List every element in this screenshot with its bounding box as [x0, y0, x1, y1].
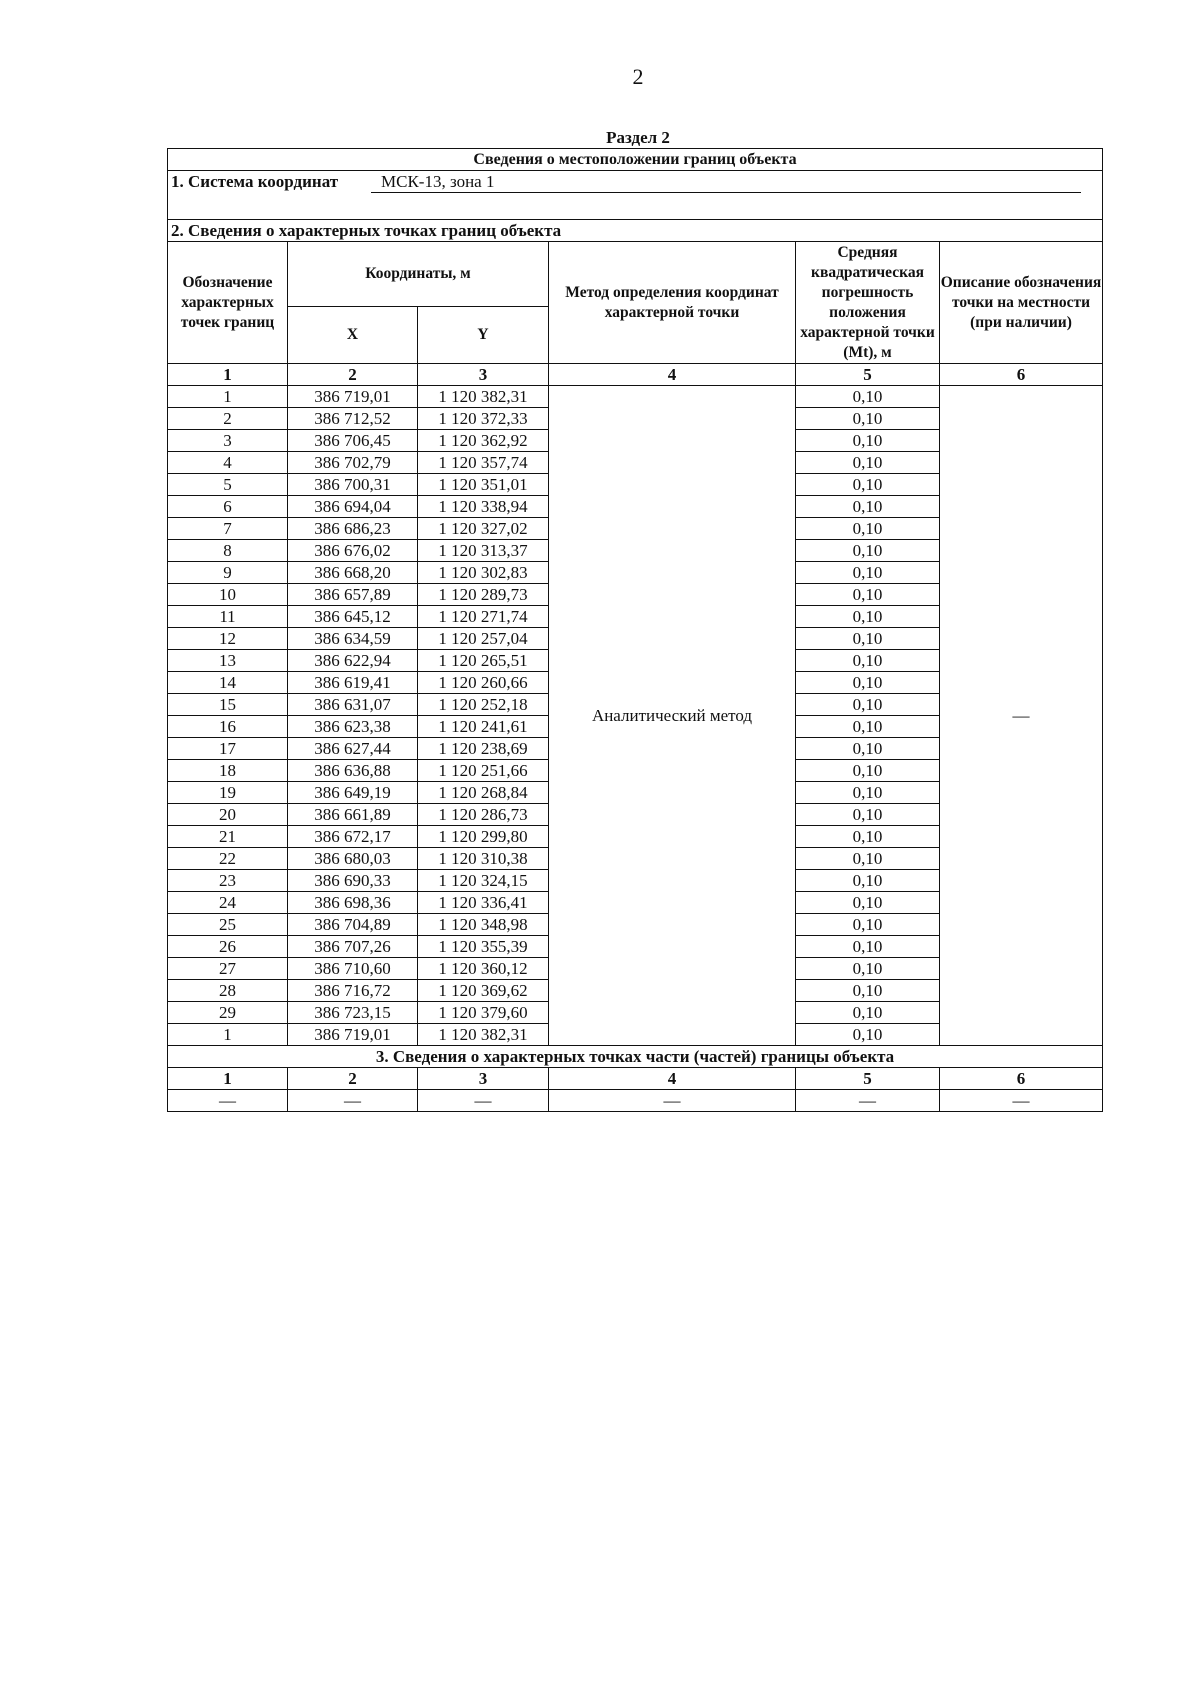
mt-value-cell: 0,10: [796, 452, 940, 474]
y-coordinate-cell: 1 120 268,84: [418, 782, 549, 804]
point-number-cell: 19: [168, 782, 288, 804]
page-number: 2: [632, 64, 644, 89]
subsection-2-title: 2. Сведения о характерных точках границ объекта: [168, 220, 1103, 242]
x-coordinate-cell: 386 716,72: [288, 980, 418, 1002]
mt-value-cell: 0,10: [796, 540, 940, 562]
x-coordinate-cell: 386 707,26: [288, 936, 418, 958]
y-coordinate-cell: 1 120 241,61: [418, 716, 549, 738]
mt-value-cell: 0,10: [796, 782, 940, 804]
point-number-cell: 11: [168, 606, 288, 628]
col-number: 4: [549, 364, 796, 386]
header-mean-square-error: Средняя квадратическая погрешность положения характерной точки (Mt), м: [796, 242, 940, 364]
point-number-cell: 29: [168, 1002, 288, 1024]
method-cell: Аналитический метод: [549, 386, 796, 1046]
mt-value-cell: 0,10: [796, 694, 940, 716]
x-coordinate-cell: 386 649,19: [288, 782, 418, 804]
y-coordinate-cell: 1 120 302,83: [418, 562, 549, 584]
section-3-col-number: 6: [940, 1068, 1103, 1090]
y-coordinate-cell: 1 120 348,98: [418, 914, 549, 936]
point-number-cell: 4: [168, 452, 288, 474]
y-coordinate-cell: 1 120 382,31: [418, 386, 549, 408]
point-number-cell: 5: [168, 474, 288, 496]
x-coordinate-cell: 386 690,33: [288, 870, 418, 892]
point-number-cell: 18: [168, 760, 288, 782]
mt-value-cell: 0,10: [796, 804, 940, 826]
x-coordinate-cell: 386 636,88: [288, 760, 418, 782]
point-number-cell: 15: [168, 694, 288, 716]
mt-value-cell: 0,10: [796, 584, 940, 606]
point-number-cell: 26: [168, 936, 288, 958]
y-coordinate-cell: 1 120 313,37: [418, 540, 549, 562]
point-number-cell: 22: [168, 848, 288, 870]
point-number-cell: 21: [168, 826, 288, 848]
x-coordinate-cell: 386 680,03: [288, 848, 418, 870]
point-number-cell: 1: [168, 386, 288, 408]
y-coordinate-cell: 1 120 251,66: [418, 760, 549, 782]
x-coordinate-cell: 386 712,52: [288, 408, 418, 430]
x-coordinate-cell: 386 668,20: [288, 562, 418, 584]
y-coordinate-cell: 1 120 289,73: [418, 584, 549, 606]
mt-value-cell: 0,10: [796, 738, 940, 760]
mt-value-cell: 0,10: [796, 870, 940, 892]
description-cell: —: [940, 386, 1103, 1046]
section-3-title: 3. Сведения о характерных точках части (частей) границы объекта: [168, 1046, 1103, 1068]
x-coordinate-cell: 386 710,60: [288, 958, 418, 980]
x-coordinate-cell: 386 700,31: [288, 474, 418, 496]
y-coordinate-cell: 1 120 379,60: [418, 1002, 549, 1024]
section-3-col-number: 3: [418, 1068, 549, 1090]
y-coordinate-cell: 1 120 299,80: [418, 826, 549, 848]
mt-value-cell: 0,10: [796, 1002, 940, 1024]
x-coordinate-cell: 386 661,89: [288, 804, 418, 826]
x-coordinate-cell: 386 676,02: [288, 540, 418, 562]
mt-value-cell: 0,10: [796, 628, 940, 650]
mt-value-cell: 0,10: [796, 430, 940, 452]
y-coordinate-cell: 1 120 257,04: [418, 628, 549, 650]
mt-value-cell: 0,10: [796, 650, 940, 672]
coord-system-row: [168, 171, 1103, 220]
y-coordinate-cell: 1 120 357,74: [418, 452, 549, 474]
section-3-value: —: [288, 1090, 418, 1112]
mt-value-cell: 0,10: [796, 408, 940, 430]
header-point-designation: Обозначение характерных точек границ: [168, 242, 288, 364]
mt-value-cell: 0,10: [796, 474, 940, 496]
section-3-col-number: 5: [796, 1068, 940, 1090]
point-number-cell: 6: [168, 496, 288, 518]
mt-value-cell: 0,10: [796, 672, 940, 694]
y-coordinate-cell: 1 120 324,15: [418, 870, 549, 892]
y-coordinate-cell: 1 120 252,18: [418, 694, 549, 716]
coord-system-value: МСК-13, зона 1: [371, 171, 1081, 193]
y-coordinate-cell: 1 120 265,51: [418, 650, 549, 672]
header-point-description: Описание обозначения точки на местности (при наличии): [940, 242, 1103, 364]
section-3-col-number: 4: [549, 1068, 796, 1090]
x-coordinate-cell: 386 694,04: [288, 496, 418, 518]
point-number-cell: 24: [168, 892, 288, 914]
section-3-value: —: [418, 1090, 549, 1112]
table-title: Сведения о местоположении границ объекта: [168, 149, 1103, 171]
section-3-value: —: [796, 1090, 940, 1112]
x-coordinate-cell: 386 657,89: [288, 584, 418, 606]
y-coordinate-cell: 1 120 360,12: [418, 958, 549, 980]
point-number-cell: 7: [168, 518, 288, 540]
boundary-table-frame: [167, 148, 1102, 1112]
mt-value-cell: 0,10: [796, 958, 940, 980]
x-coordinate-cell: 386 645,12: [288, 606, 418, 628]
y-coordinate-cell: 1 120 351,01: [418, 474, 549, 496]
x-coordinate-cell: 386 631,07: [288, 694, 418, 716]
point-number-cell: 25: [168, 914, 288, 936]
y-coordinate-cell: 1 120 286,73: [418, 804, 549, 826]
section-3-value: —: [168, 1090, 288, 1112]
mt-value-cell: 0,10: [796, 892, 940, 914]
point-number-cell: 12: [168, 628, 288, 650]
point-number-cell: 16: [168, 716, 288, 738]
mt-value-cell: 0,10: [796, 496, 940, 518]
header-coordinates: Координаты, м: [288, 242, 549, 307]
point-number-cell: 14: [168, 672, 288, 694]
mt-value-cell: 0,10: [796, 716, 940, 738]
x-coordinate-cell: 386 619,41: [288, 672, 418, 694]
point-number-cell: 17: [168, 738, 288, 760]
x-coordinate-cell: 386 698,36: [288, 892, 418, 914]
x-coordinate-cell: 386 723,15: [288, 1002, 418, 1024]
section-title: Раздел 2: [606, 128, 670, 147]
y-coordinate-cell: 1 120 369,62: [418, 980, 549, 1002]
x-coordinate-cell: 386 623,38: [288, 716, 418, 738]
section-3-col-number: 2: [288, 1068, 418, 1090]
mt-value-cell: 0,10: [796, 914, 940, 936]
mt-value-cell: 0,10: [796, 826, 940, 848]
y-coordinate-cell: 1 120 327,02: [418, 518, 549, 540]
point-number-cell: 3: [168, 430, 288, 452]
y-coordinate-cell: 1 120 310,38: [418, 848, 549, 870]
point-number-cell: 10: [168, 584, 288, 606]
y-coordinate-cell: 1 120 362,92: [418, 430, 549, 452]
col-number: 2: [288, 364, 418, 386]
y-coordinate-cell: 1 120 260,66: [418, 672, 549, 694]
col-number: 5: [796, 364, 940, 386]
section-3-value: —: [940, 1090, 1103, 1112]
y-coordinate-cell: 1 120 372,33: [418, 408, 549, 430]
section-3-col-number: 1: [168, 1068, 288, 1090]
point-number-cell: 8: [168, 540, 288, 562]
mt-value-cell: 0,10: [796, 760, 940, 782]
header-method: Метод определения координат характерной точки: [549, 242, 796, 364]
col-number: 1: [168, 364, 288, 386]
boundary-table: [167, 148, 1103, 1112]
mt-value-cell: 0,10: [796, 518, 940, 540]
mt-value-cell: 0,10: [796, 848, 940, 870]
x-coordinate-cell: 386 719,01: [288, 1024, 418, 1046]
x-coordinate-cell: 386 702,79: [288, 452, 418, 474]
point-number-cell: 27: [168, 958, 288, 980]
header-x: X: [288, 307, 418, 364]
x-coordinate-cell: 386 672,17: [288, 826, 418, 848]
table-row: [168, 386, 1103, 408]
point-number-cell: 2: [168, 408, 288, 430]
mt-value-cell: 0,10: [796, 1024, 940, 1046]
x-coordinate-cell: 386 719,01: [288, 386, 418, 408]
point-number-cell: 28: [168, 980, 288, 1002]
point-number-cell: 20: [168, 804, 288, 826]
x-coordinate-cell: 386 704,89: [288, 914, 418, 936]
x-coordinate-cell: 386 627,44: [288, 738, 418, 760]
point-number-cell: 1: [168, 1024, 288, 1046]
point-number-cell: 13: [168, 650, 288, 672]
x-coordinate-cell: 386 622,94: [288, 650, 418, 672]
x-coordinate-cell: 386 686,23: [288, 518, 418, 540]
section-3-value: —: [549, 1090, 796, 1112]
y-coordinate-cell: 1 120 336,41: [418, 892, 549, 914]
header-y: Y: [418, 307, 549, 364]
col-number: 3: [418, 364, 549, 386]
coord-system-label: 1. Система координат: [171, 172, 339, 191]
mt-value-cell: 0,10: [796, 980, 940, 1002]
mt-value-cell: 0,10: [796, 606, 940, 628]
x-coordinate-cell: 386 634,59: [288, 628, 418, 650]
point-number-cell: 23: [168, 870, 288, 892]
y-coordinate-cell: 1 120 382,31: [418, 1024, 549, 1046]
point-number-cell: 9: [168, 562, 288, 584]
y-coordinate-cell: 1 120 355,39: [418, 936, 549, 958]
y-coordinate-cell: 1 120 338,94: [418, 496, 549, 518]
mt-value-cell: 0,10: [796, 562, 940, 584]
mt-value-cell: 0,10: [796, 386, 940, 408]
col-number: 6: [940, 364, 1103, 386]
mt-value-cell: 0,10: [796, 936, 940, 958]
y-coordinate-cell: 1 120 271,74: [418, 606, 549, 628]
y-coordinate-cell: 1 120 238,69: [418, 738, 549, 760]
x-coordinate-cell: 386 706,45: [288, 430, 418, 452]
